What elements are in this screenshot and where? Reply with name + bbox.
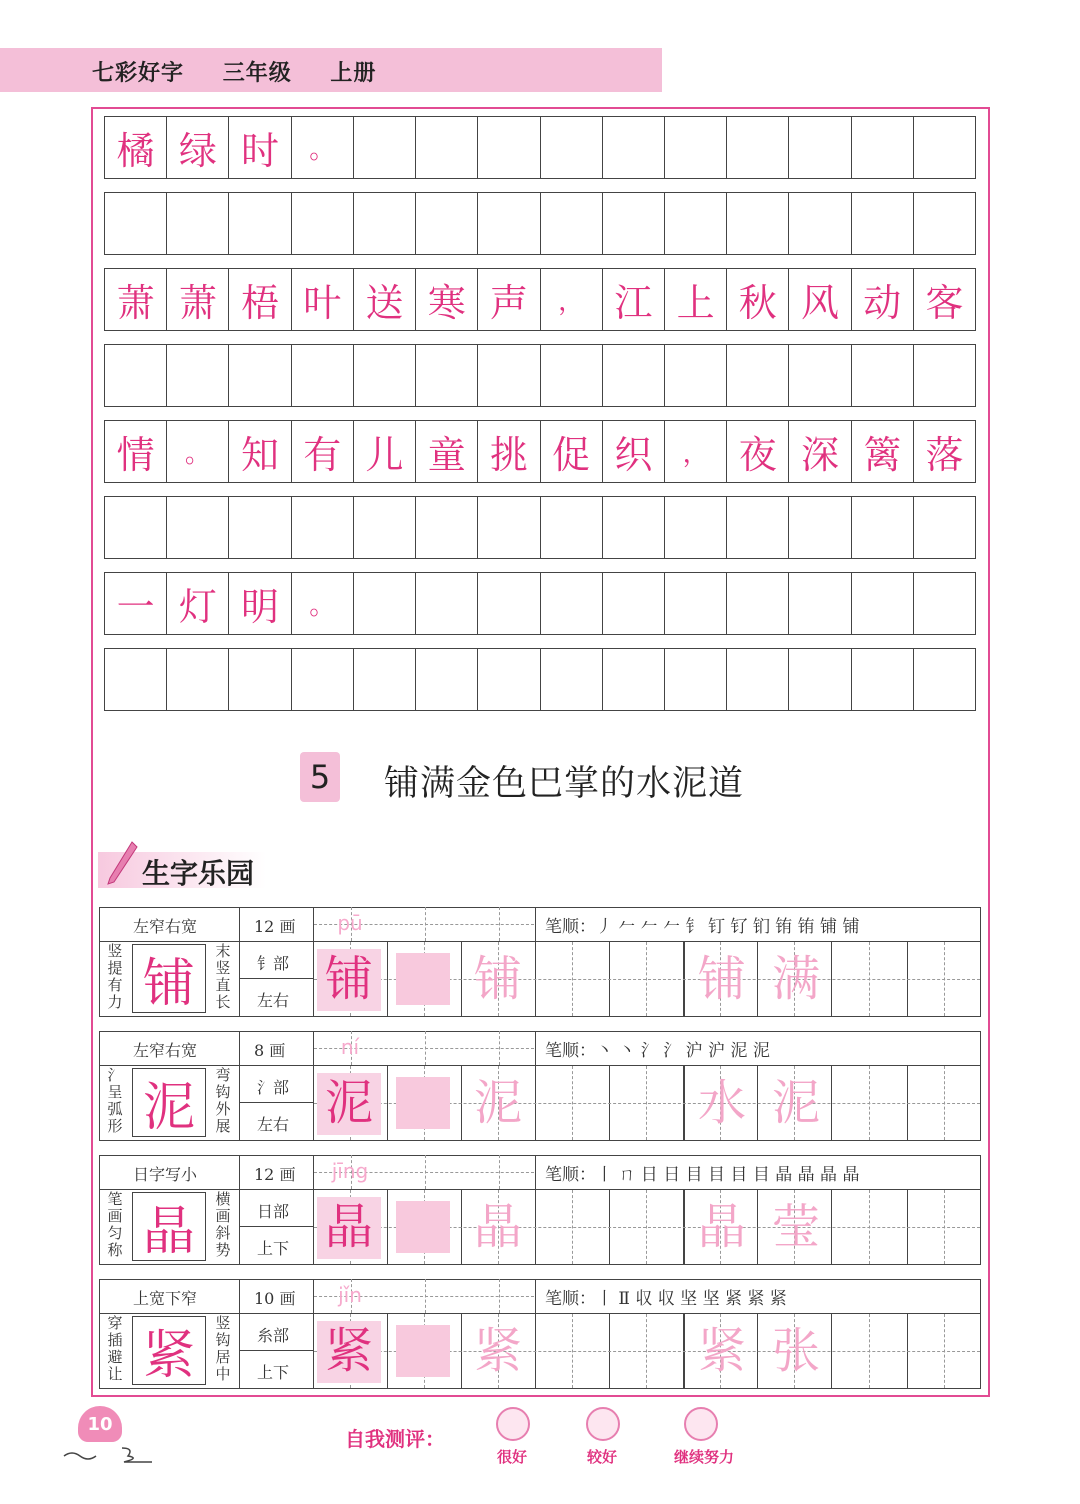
grid-cell[interactable]: 情 <box>105 421 167 482</box>
trace-char-light[interactable]: 泥 <box>473 1075 522 1131</box>
grid-cell[interactable] <box>789 193 851 254</box>
grid-cell[interactable] <box>603 345 665 406</box>
grid-cell[interactable] <box>789 573 851 634</box>
grid-cell[interactable] <box>914 193 975 254</box>
grid-cell[interactable] <box>727 649 789 710</box>
grid-cell[interactable]: 明 <box>229 573 291 634</box>
grid-cell[interactable] <box>416 497 478 558</box>
grid-cell[interactable]: 动 <box>852 269 914 330</box>
radical: 钅部 <box>257 954 290 973</box>
grid-cell[interactable] <box>852 345 914 406</box>
grid-cell[interactable]: 。 <box>292 573 354 634</box>
character-card <box>99 1279 981 1389</box>
grade: 三年级 <box>222 61 292 86</box>
grid-cell[interactable] <box>727 497 789 558</box>
rating-good: 很好 <box>497 1448 528 1466</box>
grid-cell[interactable] <box>229 193 291 254</box>
radical: 氵部 <box>257 1078 290 1097</box>
grid-cell[interactable] <box>603 649 665 710</box>
grid-cell[interactable] <box>665 573 727 634</box>
copy-row <box>104 496 976 559</box>
card-divider <box>535 1279 536 1314</box>
stroke-count: 10 画 <box>254 1289 296 1308</box>
card-divider <box>239 1155 240 1265</box>
grid-cell[interactable]: 一 <box>105 573 167 634</box>
grid-cell[interactable] <box>416 573 478 634</box>
grid-cell[interactable] <box>852 497 914 558</box>
right-tip: 末竖直长 <box>215 942 231 1011</box>
grid-cell[interactable] <box>665 497 727 558</box>
grid-cell[interactable] <box>914 573 975 634</box>
pinyin: jīng <box>331 1159 369 1183</box>
copy-row <box>104 648 976 711</box>
grid-cell[interactable] <box>665 345 727 406</box>
grid-cell[interactable] <box>852 193 914 254</box>
word-char-2[interactable]: 莹 <box>771 1199 820 1255</box>
grid-cell[interactable]: 落 <box>925 433 964 477</box>
card-divider <box>239 1031 240 1141</box>
grid-cell[interactable] <box>914 345 975 406</box>
self-eval-label: 自我测评： <box>345 1427 445 1451</box>
grid-cell[interactable]: 灯 <box>167 573 229 634</box>
grid-cell[interactable]: 秋 <box>727 269 789 330</box>
grid-cell[interactable]: 上 <box>665 269 727 330</box>
grid-cell[interactable] <box>914 497 975 558</box>
guide-line <box>499 907 500 941</box>
grid-cell[interactable]: 。 <box>292 117 354 178</box>
card-divider <box>239 907 240 1017</box>
section-title: 生字乐园 <box>142 857 255 890</box>
copy-row <box>104 344 976 407</box>
stroke-order: 笔顺：丶 丶 氵 氵 沪 沪 泥 泥 <box>545 1041 770 1061</box>
word-char-2[interactable]: 满 <box>771 951 820 1007</box>
grid-cell[interactable] <box>789 497 851 558</box>
character-card <box>99 1031 981 1141</box>
grid-cell[interactable] <box>167 345 229 406</box>
card-divider <box>535 1155 536 1190</box>
book-series: 七彩好字 <box>92 61 185 86</box>
grid-cell[interactable] <box>105 345 167 406</box>
grid-cell[interactable] <box>541 649 603 710</box>
stroke-order: 笔顺：丨 Ⅱ 収 収 坚 坚 紧 紧 紧 <box>545 1289 787 1309</box>
grid-cell[interactable] <box>416 649 478 710</box>
structure-type: 左右 <box>257 1115 290 1134</box>
grid-cell[interactable]: 叶 <box>292 269 354 330</box>
grid-cell[interactable] <box>478 573 540 634</box>
face-good-icon[interactable] <box>496 1407 530 1441</box>
trace-char-light[interactable]: 晶 <box>473 1199 522 1255</box>
grid-cell[interactable]: ， <box>541 269 603 330</box>
card-divider <box>240 1226 314 1227</box>
character-card <box>99 907 981 1017</box>
grid-cell[interactable]: 江 <box>603 269 665 330</box>
lesson-number: 5 <box>300 752 340 802</box>
left-tip: 氵呈弧形 <box>107 1066 123 1135</box>
card-divider <box>99 1065 981 1066</box>
character-card <box>99 1155 981 1265</box>
grid-cell[interactable] <box>105 193 167 254</box>
stroke-shape <box>396 1077 450 1129</box>
grid-cell[interactable] <box>914 649 975 710</box>
grid-cell[interactable] <box>105 497 167 558</box>
grid-cell[interactable]: 绿 <box>167 117 229 178</box>
grid-cell[interactable]: 梧 <box>229 269 291 330</box>
right-tip: 弯钩外展 <box>215 1066 231 1135</box>
grid-cell[interactable] <box>665 649 727 710</box>
grid-cell[interactable]: 挑 <box>478 421 540 482</box>
lesson-title: 铺满金色巴掌的水泥道 <box>384 764 745 804</box>
model-character: 紧 <box>132 1316 206 1385</box>
grid-cell[interactable] <box>229 649 291 710</box>
grid-cell[interactable]: 萧 <box>167 269 229 330</box>
grid-cell[interactable]: 织 <box>603 421 665 482</box>
structure-tip: 左窄右宽 <box>133 917 198 936</box>
grid-cell[interactable]: 。 <box>167 421 229 482</box>
grid-cell[interactable]: 送 <box>354 269 416 330</box>
grid-cell[interactable] <box>229 497 291 558</box>
word-char-1[interactable]: 水 <box>697 1075 746 1131</box>
grid-cell[interactable] <box>789 117 851 178</box>
pinyin: jǐn <box>338 1283 362 1307</box>
structure-type: 左右 <box>257 991 290 1010</box>
stroke-order: 笔顺：丿 𠂉 𠂉 𠂉 钅 钉 钌 钔 铕 铕 铺 铺 <box>545 917 860 937</box>
card-divider <box>535 1031 536 1066</box>
model-character: 晶 <box>132 1192 206 1261</box>
copy-row <box>104 268 976 331</box>
grid-cell[interactable] <box>167 649 229 710</box>
copy-row <box>104 192 976 255</box>
structure-tip: 上宽下窄 <box>133 1289 198 1308</box>
grid-cell[interactable] <box>478 117 540 178</box>
card-divider <box>99 1189 981 1190</box>
stroke-count: 12 画 <box>254 917 296 936</box>
card-divider <box>99 1313 981 1314</box>
word-char-1[interactable]: 晶 <box>697 1199 746 1255</box>
grid-cell[interactable]: 儿 <box>354 421 416 482</box>
grid-cell[interactable]: 风 <box>789 269 851 330</box>
grid-cell[interactable]: 萧 <box>105 269 167 330</box>
grid-cell[interactable] <box>852 117 914 178</box>
grid-cell[interactable] <box>478 193 540 254</box>
grid-cell[interactable]: 寒 <box>416 269 478 330</box>
copy-row <box>104 420 976 483</box>
word-char-1[interactable]: 铺 <box>697 951 746 1007</box>
card-border <box>99 1279 981 1389</box>
grid-cell[interactable]: 篱 <box>852 421 914 482</box>
grid-cell[interactable] <box>603 497 665 558</box>
grid-cell[interactable] <box>478 497 540 558</box>
pinyin: ní <box>340 1035 360 1059</box>
stroke-shape <box>396 1201 450 1253</box>
grid-cell[interactable] <box>789 345 851 406</box>
model-character: 铺 <box>132 944 206 1013</box>
grid-cell[interactable] <box>478 345 540 406</box>
stroke-shape <box>396 1325 450 1377</box>
grid-cell[interactable]: 橘 <box>105 117 167 178</box>
guide-line <box>499 1031 500 1065</box>
rating-keep-trying: 继续努力 <box>674 1448 735 1466</box>
pencil-icon <box>104 840 138 890</box>
guide-line <box>425 1031 426 1065</box>
grid-cell[interactable] <box>727 193 789 254</box>
grid-cell[interactable] <box>354 117 416 178</box>
grid-cell[interactable] <box>541 117 603 178</box>
copy-row <box>104 572 976 635</box>
grid-cell[interactable] <box>541 345 603 406</box>
grid-cell[interactable] <box>354 649 416 710</box>
guide-line <box>499 1155 500 1189</box>
card-divider <box>240 1350 314 1351</box>
radical: 日部 <box>257 1202 290 1221</box>
guide-line <box>499 1279 500 1313</box>
grid-cell[interactable] <box>354 497 416 558</box>
card-divider <box>535 907 536 942</box>
grid-cell[interactable] <box>416 193 478 254</box>
stroke-count: 12 画 <box>254 1165 296 1184</box>
rating-fair: 较好 <box>587 1448 618 1466</box>
grid-cell[interactable]: ， <box>665 421 727 482</box>
grid-cell[interactable] <box>354 193 416 254</box>
grid-cell[interactable] <box>914 117 975 178</box>
grid-cell[interactable] <box>167 193 229 254</box>
grid-cell[interactable] <box>105 649 167 710</box>
stroke-shape <box>396 953 450 1005</box>
structure-type: 上下 <box>257 1239 290 1258</box>
left-tip: 穿插避让 <box>107 1314 123 1383</box>
grid-cell[interactable] <box>852 573 914 634</box>
face-fair-icon[interactable] <box>586 1407 620 1441</box>
grid-cell[interactable] <box>167 497 229 558</box>
trace-char-dark[interactable]: 紧 <box>317 1321 381 1383</box>
trace-char-dark[interactable]: 晶 <box>317 1197 381 1259</box>
grid-cell[interactable] <box>727 117 789 178</box>
grid-cell[interactable] <box>416 345 478 406</box>
card-divider <box>240 1102 314 1103</box>
grid-cell[interactable]: 有 <box>292 421 354 482</box>
grid-cell[interactable]: 声 <box>478 269 540 330</box>
page-number: 10 <box>78 1406 122 1442</box>
card-divider <box>239 1279 240 1389</box>
grid-cell[interactable] <box>416 117 478 178</box>
card-border <box>99 1031 981 1141</box>
grid-cell[interactable] <box>229 345 291 406</box>
grid-cell[interactable] <box>478 649 540 710</box>
guide-line <box>425 907 426 941</box>
grid-cell[interactable] <box>603 573 665 634</box>
grid-cell[interactable] <box>789 649 851 710</box>
grid-cell[interactable] <box>727 345 789 406</box>
grid-cell[interactable] <box>665 117 727 178</box>
word-char-1[interactable]: 紧 <box>697 1323 746 1379</box>
right-tip: 横画斜势 <box>215 1190 231 1259</box>
face-try-icon[interactable] <box>684 1407 718 1441</box>
grid-cell[interactable] <box>354 573 416 634</box>
grid-cell[interactable]: 促 <box>541 421 603 482</box>
grid-cell[interactable] <box>852 649 914 710</box>
structure-type: 上下 <box>257 1363 290 1382</box>
grid-cell[interactable] <box>665 193 727 254</box>
left-tip: 笔画匀称 <box>107 1190 123 1259</box>
trace-char-light[interactable]: 紧 <box>473 1323 522 1379</box>
stroke-count: 8 画 <box>254 1041 286 1060</box>
grid-cell[interactable] <box>292 497 354 558</box>
grid-cell[interactable] <box>727 573 789 634</box>
structure-tip: 左窄右宽 <box>133 1041 198 1060</box>
stroke-order: 笔顺：丨 ㄇ 日 日 目 目 目 目 晶 晶 晶 晶 <box>545 1165 860 1185</box>
guide-line <box>425 1279 426 1313</box>
grid-cell[interactable]: 深 <box>789 421 851 482</box>
grid-cell[interactable] <box>292 193 354 254</box>
grid-cell[interactable] <box>603 193 665 254</box>
model-character: 泥 <box>132 1068 206 1137</box>
left-tip: 竖提有力 <box>107 942 123 1011</box>
right-tip: 竖钩居中 <box>215 1314 231 1383</box>
card-divider <box>240 978 314 979</box>
grid-cell[interactable] <box>603 117 665 178</box>
volume: 上册 <box>330 61 377 86</box>
trace-char-dark[interactable]: 泥 <box>317 1073 381 1135</box>
trace-char-dark[interactable]: 铺 <box>317 949 381 1011</box>
grid-cell[interactable] <box>541 573 603 634</box>
grid-cell[interactable]: 知 <box>229 421 291 482</box>
copy-row <box>104 116 976 179</box>
guide-line <box>425 1155 426 1189</box>
radical: 糸部 <box>257 1326 290 1345</box>
grid-cell[interactable] <box>541 497 603 558</box>
grid-cell[interactable] <box>292 649 354 710</box>
trace-char-light[interactable]: 铺 <box>473 951 522 1007</box>
grid-cell[interactable] <box>354 345 416 406</box>
grid-cell[interactable] <box>292 345 354 406</box>
grid-cell[interactable]: 童 <box>416 421 478 482</box>
pinyin: pū <box>337 911 363 935</box>
card-divider <box>99 941 981 942</box>
grid-cell[interactable]: 夜 <box>727 421 789 482</box>
grid-cell[interactable]: 客 <box>925 281 964 325</box>
structure-tip: 日字写小 <box>133 1165 198 1184</box>
grid-cell[interactable] <box>541 193 603 254</box>
word-char-2[interactable]: 泥 <box>771 1075 820 1131</box>
page-number-decoration <box>62 1444 158 1466</box>
word-char-2[interactable]: 张 <box>771 1323 820 1379</box>
header-title <box>92 56 406 87</box>
grid-cell[interactable]: 时 <box>229 117 291 178</box>
